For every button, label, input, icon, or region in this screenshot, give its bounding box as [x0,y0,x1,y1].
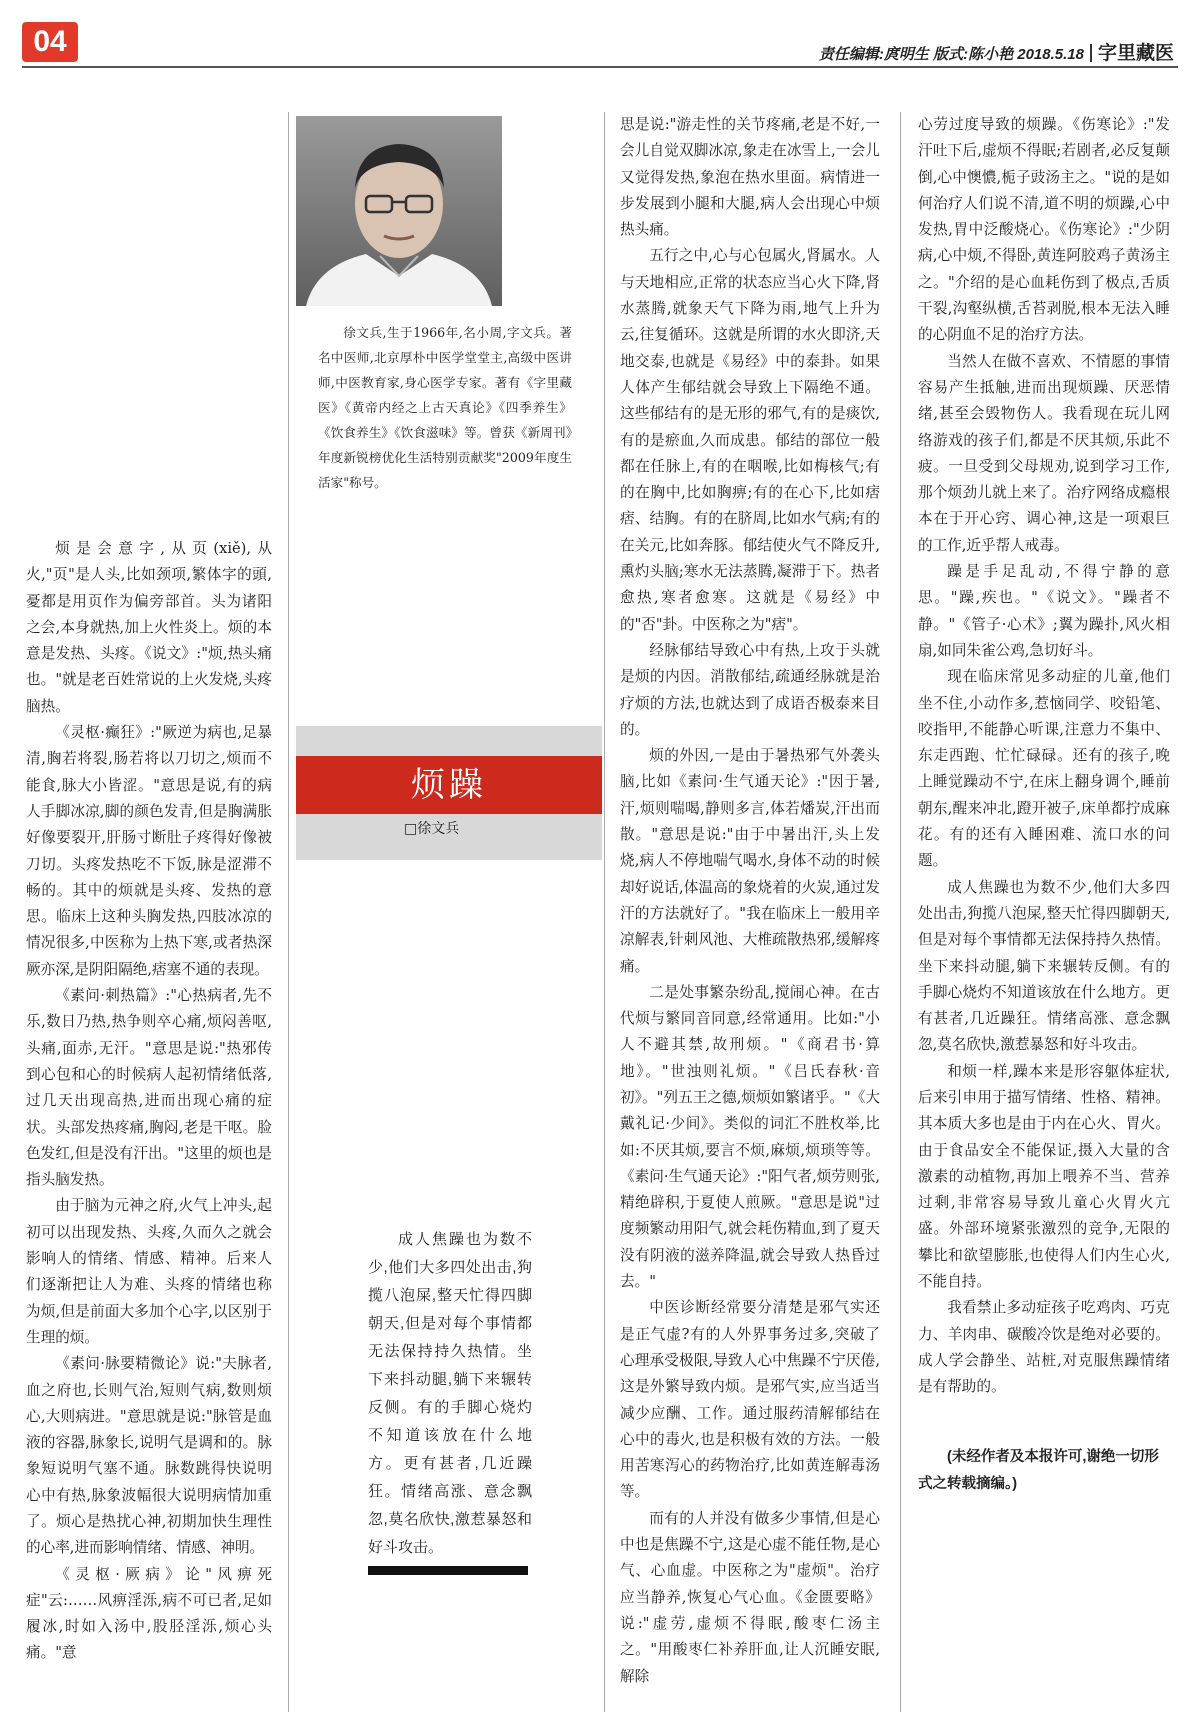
column-divider [900,112,901,1712]
pull-quote-text: 成人焦躁也为数不少,他们大多四处出击,狗揽八泡屎,整天忙得四脚朝天,但是对每个事情都无法保持持久热情。坐下来抖动腿,躺下来辗转反侧。有的手脚心烧灼不知道该放在什么地方。更有甚者,几近躁狂。情绪高涨、意念飘忽,莫名欣快,激惹暴怒和好斗攻击。 [368,1231,532,1556]
column-divider [288,112,289,1712]
article-column-3 [620,112,880,1690]
paragraph: 我看禁止多动症孩子吃鸡肉、巧克力、羊肉串、碳酸冷饮是绝对必要的。成人学会静坐、站桩,对克服焦躁情绪是有帮助的。 [918,1299,1170,1396]
paragraph: 成人焦躁也为数不少,他们大多四处出击,狗揽八泡屎,整天忙得四脚朝天,但是对每个事情都无法保持持久热情。坐下来抖动腿,躺下来辗转反侧。有的手脚心烧灼不知道该放在什么地方。更有甚者,几近躁狂。情绪高涨、意念飘忽,莫名欣快,激惹暴怒和好斗攻击。 [918,878,1170,1054]
column-divider [604,112,605,1712]
article-title: 烦躁 [296,756,602,814]
paragraph: 经脉郁结导致心中有热,上攻于头就是烦的内因。消散郁结,疏通经脉就是治疗烦的方法,也就达到了成语否极泰来目的。 [620,641,880,738]
paragraph: 而有的人并没有做多少事情,但是心中也是焦躁不宁,这是心虚不能任物,是心气、心血虚。中医称之为"虚烦"。治疗应当静养,恢复心气心血。《金匮要略》说:"虚劳,虚烦不得眠,酸枣仁汤主之。"用酸枣仁补养肝血,让人沉睡安眠,解除 [620,1509,880,1685]
paragraph: 躁是手足乱动,不得宁静的意思。"躁,疾也。"《说文》。"躁者不静。"《管子·心术》;翼为躁扑,风火相扇,如同朱雀公鸡,急切好斗。 [918,563,1170,659]
paragraph: 烦是会意字,从页(xiě),从火,"页"是人头,比如颈项,繁体字的頭,憂都是用页作为偏旁部首。头为诸阳之会,本身就热,加上火性炎上。烦的本意是发热、头疼。《说文》:"烦,热头痛也。"就是老百姓常说的上火发烧,头疼脑热。 [26,540,272,715]
paragraph: 《灵枢·厥病》论"风痹死症"云:……风痹淫泺,病不可已者,足如履冰,时如入汤中,股胫淫泺,烦心头痛。"意 [26,1565,272,1662]
paragraph: 当然人在做不喜欢、不情愿的事情容易产生抵触,进而出现烦躁、厌恶情绪,甚至会毁物伤人。我看现在玩儿网络游戏的孩子们,都是不厌其烦,乐此不疲。一旦受到父母规劝,说到学习工作,那个烦劲儿就上来了。治疗网络成瘾根本在于开心窍、调心神,这是一项艰巨的工作,近乎帮人戒毒。 [918,352,1170,554]
layout-credit: 版式:陈小艳 [933,46,1014,63]
paragraph: 中医诊断经常要分清楚是邪气实还是正气虚?有的人外界事务过多,突破了心理承受极限,导致人心中焦躁不宁厌倦,这是外繁导致内烦。是邪气实,应当适当减少应酬、工作。通过服药清解郁结在心中的毒火,也是积极有效的方法。一般用苦寒泻心的药物治疗,比如黄连解毒汤等。 [620,1299,880,1501]
paragraph: 现在临床常见多动症的儿童,他们坐不住,小动作多,惹恼同学、咬铅笔、咬指甲,不能静心听课,注意力不集中、东走西跑、忙忙碌碌。还有的孩子,晚上睡觉躁动不宁,在床上翻身调个,睡前朝东,醒来冲北,蹬开被子,床单都拧成麻花。有的还有入睡困难、流口水的问题。 [918,668,1170,870]
author-photo [296,116,502,306]
portrait-illustration [296,116,502,306]
paragraph: 由于脑为元神之府,火气上冲头,起初可以出现发热、头疼,久而久之就会影响人的情绪、情感、精神。后来人们逐渐把让人为难、头疼的情绪也称为烦,但是前面大多加个心字,以区别于生理的烦。 [26,1197,272,1346]
pull-quote-bar [368,1566,528,1575]
page-header [819,38,1174,65]
page-number: 04 [22,22,78,62]
notice-text: (未经作者及本报许可,谢绝一切形式之转载摘编。) [918,1449,1159,1492]
author-bio [318,320,572,495]
paragraph: 《素问·刺热篇》:"心热病者,先不乐,数日乃热,热争则卒心痛,烦闷善呕,头痛,面赤,无汗。"意思是说:"热邪传到心包和心的时候病人起初情绪低落,过几天出现高热,进而出现心痛的症状。头部发热疼痛,胸闷,老是干呕。脸色发红,但是没有汗出。"这里的烦也是指头脑发热。 [26,987,272,1189]
paragraph: 五行之中,心与心包属火,肾属水。人与天地相应,正常的状态应当心火下降,肾水蒸腾,就象天气下降为雨,地气上升为云,往复循环。这就是所谓的水火即济,天地交泰,也就是《易经》中的泰卦。如果人体产生郁结就会导致上下隔绝不通。这些郁结有的是无形的邪气,有的是痰饮,有的是瘀血,久而成患。郁结的部位一般都在任脉上,有的在咽喉,比如梅核气;有的在胸中,比如胸痹;有的在心下,比如痞痞、结胸。有的在脐周,比如水气病;有的在关元,比如奔豚。郁结使火气不降反升,熏灼头脑;寒水无法蒸腾,凝滞于下。热者愈热,寒者愈寒。这就是《易经》中的"否"卦。中医称之为"痞"。 [620,247,880,633]
paragraph: 和烦一样,躁本来是形容躯体症状,后来引申用于描写情绪、性格、精神。其本质大多也是由于内在心火、胃火。由于食品安全不能保证,摄入大量的含激素的动植物,再加上喂养不当、营养过剩,非常容易导致儿童心火胃火亢盛。外部环境紧张激烈的竞争,无限的攀比和欲望膨胀,也使得人们内生心火,不能自持。 [918,1062,1170,1291]
bio-text: 徐文兵,生于1966年,名小周,字文兵。著名中医师,北京厚朴中医学堂堂主,高级中医讲师,中医教育家,身心医学专家。著有《字里藏医》《黄帝内经之上古天真论》《四季养生》《饮食养生》《饮食滋味》等。曾获《新周刊》年度新锐榜优化生活特别贡献奖"2009年度生活家"称号。 [318,325,572,490]
pull-quote [368,1226,532,1562]
paragraph: 《灵枢·癫狂》:"厥逆为病也,足暴清,胸若将裂,肠若将以刀切之,烦而不能食,脉大小皆涩。"意思是说,有的病人手脚冰凉,脚的颜色发青,但是胸满胀好像要裂开,肝肠寸断肚子疼得好像被刀切。头疼发热吃不下饭,脉是涩滞不畅的。其中的烦就是头疼、发热的意思。临床上这种头胸发热,四肢冰凉的情况很多,中医称为上热下寒,或者热深厥亦深,是阴阳隔绝,痞塞不通的表现。 [26,724,272,978]
issue-date: 2018.5.18 [1017,46,1084,63]
article-column-4 [918,112,1170,1401]
paragraph: 思是说:"游走性的关节疼痛,老是不好,一会儿自觉双脚冰凉,象走在冰雪上,一会儿又觉得发热,象泡在热水里面。病情进一步发展到小腿和大腿,病人会出现心中烦热头痛。 [620,116,880,239]
editor-credit: 责任编辑:庹明生 [818,46,929,63]
paragraph: 心劳过度导致的烦躁。《伤寒论》:"发汗吐下后,虚烦不得眠;若剧者,必反复颠倒,心中懊憹,栀子豉汤主之。"说的是如何治疗人们说不清,道不明的烦躁,心中发热,胃中泛酸烧心。《伤寒论》:"少阴病,心中烦,不得卧,黄连阿胶鸡子黄汤主之。"介绍的是心血耗伤到了极点,舌质干裂,沟壑纵横,舌苔剥脱,根本无法入睡的心阴血不足的治疗方法。 [918,116,1170,344]
article-author: □徐文兵 [404,821,460,837]
article-column-1 [26,536,272,1667]
header-divider [1090,44,1092,62]
paragraph: 《素问·脉要精微论》说:"夫脉者,血之府也,长则气治,短则气病,数则烦心,大则病进。"意思就是说:"脉管是血液的容器,脉象长,说明气是调和的。脉象短说明气塞不通。脉数跳得快说明心中有热,脉象波幅很大说明病情加重了。烦心是热扰心神,初期加快生理性的心率,进而影响情绪、情感、神明。 [26,1355,272,1557]
column-name: 字里藏医 [1097,43,1174,64]
paragraph: 二是处事繁杂纷乱,搅闹心神。在古代烦与繁同音同意,经常通用。比如:"小人不避其禁,故刑烦。"《商君书·算地》。"世浊则礼烦。"《吕氏春秋·音初》。"列五王之德,烦烦如繁诸乎。"《大戴礼记·少间》。类似的词汇不胜枚举,比如:不厌其烦,要言不烦,麻烦,烦琐等等。《素问·生气通天论》:"阳气者,烦劳则张,精绝辟积,于夏使人煎厥。"意思是说"过度频繁动用阳气,就会耗伤精血,到了夏天没有阴液的滋养降温,就会导致人热昏过去。" [620,983,880,1291]
header-rule [22,66,1178,68]
copyright-notice [918,1444,1170,1498]
paragraph: 烦的外因,一是由于暑热邪气外袭头脑,比如《素问·生气通天论》:"因于暑,汗,烦则喘喝,静则多言,体若燔炭,汗出而散。"意思是说:"由于中暑出汗,头上发烧,病人不停地喘气喝水,身体不动的时候却好说话,体温高的象烧着的火炭,通过发汗的方法就好了。"我在临床上一般用辛凉解表,针刺风池、大椎疏散热邪,缓解疼痛。 [620,747,880,975]
